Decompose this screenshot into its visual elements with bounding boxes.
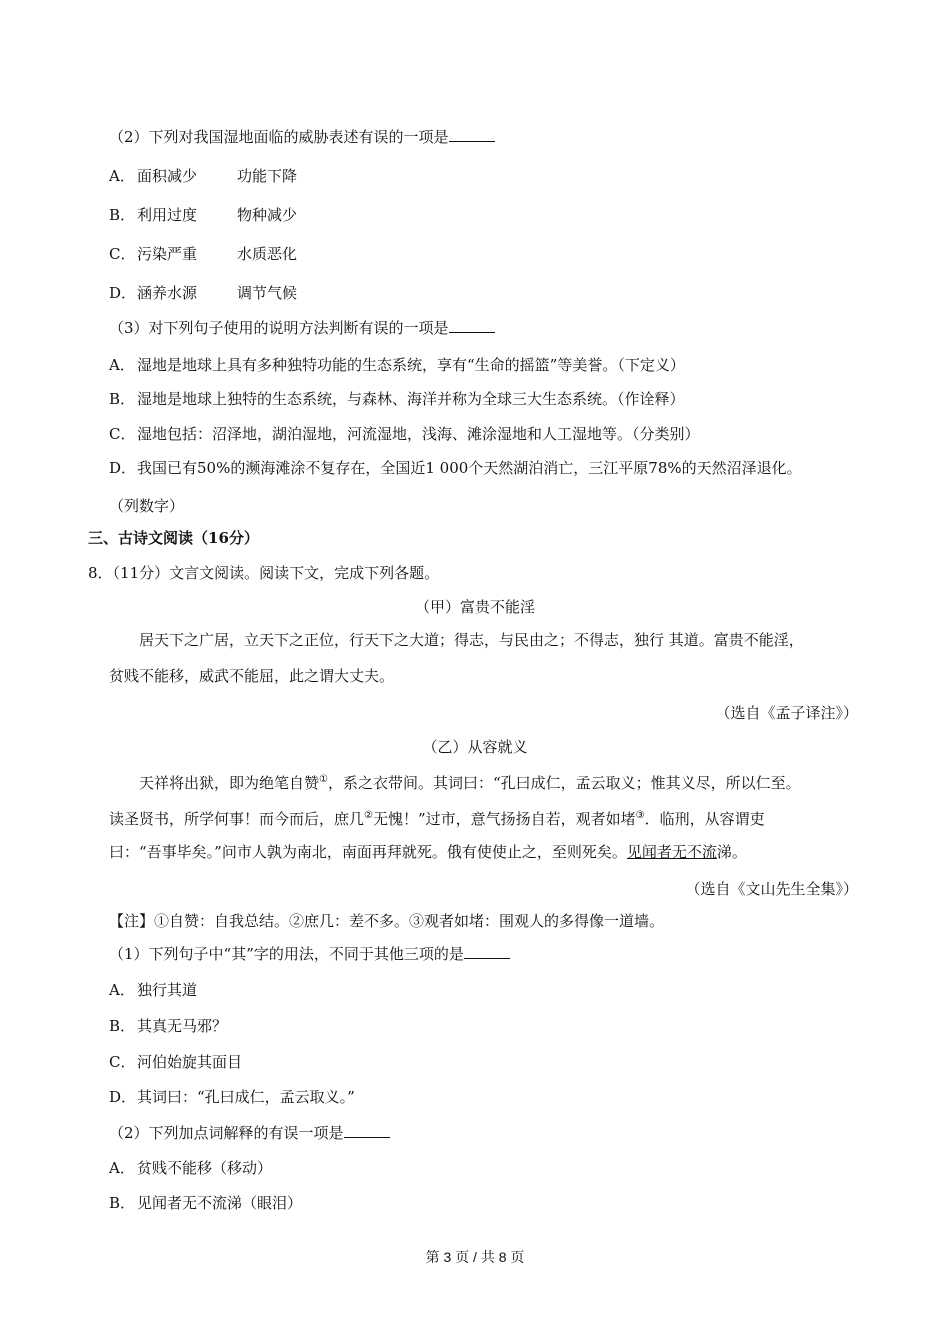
answer-blank <box>449 318 495 333</box>
passage-jia-line-1: 居天下之广居，立天下之正位，行天下之大道；得志，与民由之；不得志，独行 其道。富贵不能淫， <box>139 631 804 649</box>
page-footer: 第 3 页 / 共 8 页 <box>425 1249 525 1265</box>
answer-blank <box>449 127 495 142</box>
option-a: A． 贫贱不能移（移动） <box>109 1159 273 1177</box>
option-b: B． 湿地是地球上独特的生态系统，与森林、海洋并称为全球三大生态系统。（作诠释） <box>109 390 685 408</box>
option-b: B． 见闻者无不流涕（眼泪） <box>109 1194 303 1212</box>
passage-jia-line-2: 贫贱不能移，威武不能屈，此之谓大丈夫。 <box>109 667 395 685</box>
option-c: C． 湿地包括：沼泽地，湖泊湿地，河流湿地，浅海、滩涂湿地和人工湿地等。（分类别） <box>109 425 700 443</box>
option-a: A． 独行其道 <box>109 981 198 999</box>
option-b: B． 其真无马邪？ <box>109 1017 228 1035</box>
option-d: D．其词曰：“孔曰成仁，孟云取义。” <box>109 1088 355 1106</box>
option-c: C． 河伯始旋其面目 <box>109 1053 243 1071</box>
option-d: D．我国已有50%的濒海滩涂不复存在，全国近1 000个天然湖泊消亡，三江平原78%的天然沼泽退化。 <box>109 459 802 477</box>
option-a: A． 面积减少 功能下降 <box>109 167 298 185</box>
question-8-stem: 8．（11分）文言文阅读。阅读下文，完成下列各题。 <box>88 564 440 582</box>
question-3-stem: （3）对下列句子使用的说明方法判断有误的一项是 <box>109 318 495 338</box>
subquestion-2-stem: （2）下列加点词解释的有误一项是 <box>109 1123 390 1143</box>
section-heading: 三、古诗文阅读（16分） <box>88 529 259 547</box>
option-d-continuation: （列数字） <box>109 497 185 515</box>
passage-jia-title: （甲）富贵不能淫 <box>414 598 535 616</box>
passage-yi-title: （乙）从容就义 <box>422 738 528 756</box>
subquestion-1-stem: （1）下列句子中“其”字的用法，不同于其他三项的是 <box>109 944 510 964</box>
answer-blank <box>464 944 510 959</box>
passage-yi-line-2: 读圣贤书，所学何事！而今而后，庶几②无愧！”过市，意气扬扬自若，观者如堵③．临刑，从容谓吏 <box>109 810 765 828</box>
option-c: C． 污染严重 水质恶化 <box>109 245 298 263</box>
annotation-note: 【注】①自赞：自我总结。②庶几：差不多。③观者如堵：围观人的多得像一道墙。 <box>109 912 665 930</box>
option-a: A． 湿地是地球上具有多种独特功能的生态系统，享有“生命的摇篮”等美誉。（下定义） <box>109 356 685 374</box>
option-d: D．涵养水源 调节气候 <box>109 284 298 302</box>
passage-yi-line-3: 曰：“吾事毕矣。”问市人孰为南北，南面再拜就死。俄有使使止之，至则死矣。见闻者无不流涕。 <box>109 843 747 861</box>
passage-yi-source: （选自《文山先生全集》） <box>685 880 858 898</box>
underlined-phrase: 见闻者无不流 <box>626 843 717 861</box>
option-b: B． 利用过度 物种减少 <box>109 206 298 224</box>
answer-blank <box>344 1123 390 1138</box>
passage-yi-line-1: 天祥将出狱，即为绝笔自赞①，系之衣带间。其词曰：“孔曰成仁，孟云取义；惟其义尽，所以仁至。 <box>139 774 801 792</box>
passage-jia-source: （选自《孟子译注》） <box>715 704 858 722</box>
question-2-stem: （2）下列对我国湿地面临的威胁表述有误的一项是 <box>109 127 495 147</box>
